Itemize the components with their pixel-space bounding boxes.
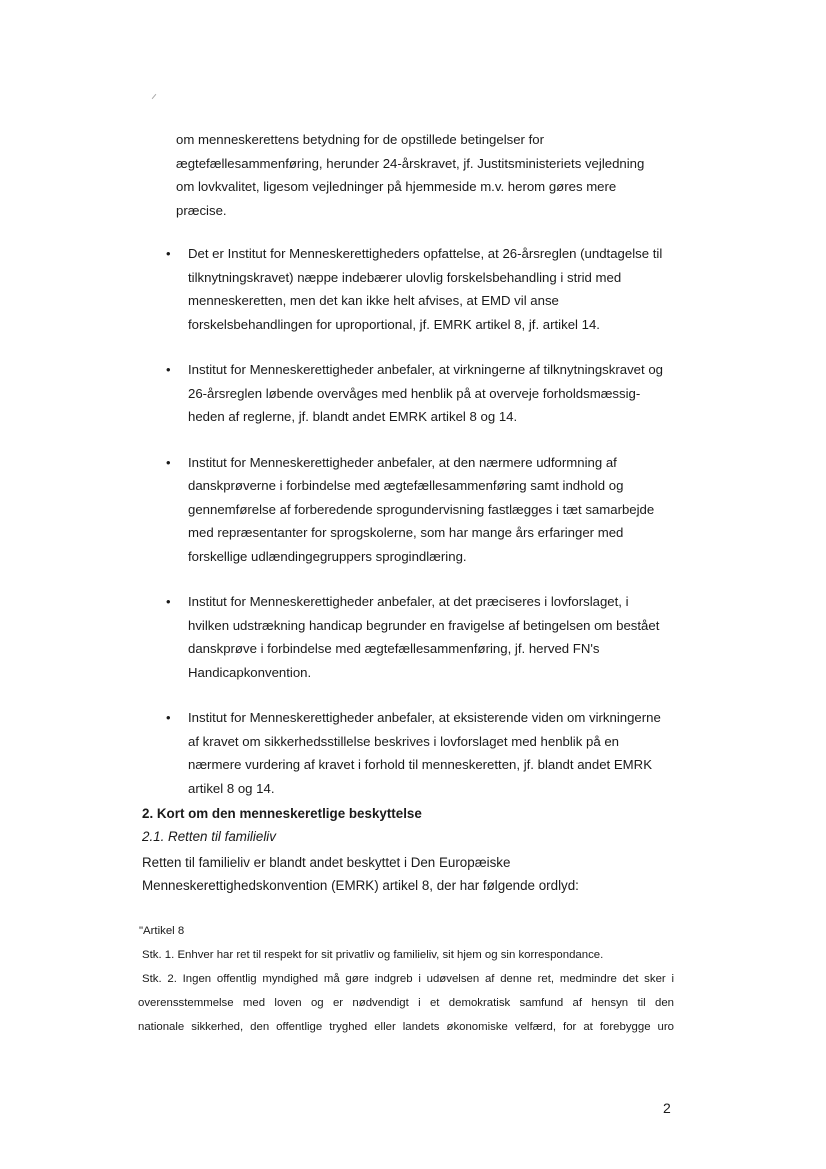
list-item xyxy=(160,242,720,336)
text-line: hvilken udstrækning handicap begrunder en fravigelse af betingelsen om bestået xyxy=(188,617,660,633)
list-item xyxy=(160,706,720,800)
text-line: Handicapkonvention. xyxy=(188,664,312,680)
section-heading: 2. Kort om den menneskeretlige beskyttelse xyxy=(142,806,422,821)
text-line: om menneskerettens betydning for de opstillede betingelser for xyxy=(176,132,545,147)
text-line: danskprøve i forbindelse med ægtefællesammenføring, jf. herved FN's xyxy=(188,641,600,656)
text-line: Det er Institut for Menneskerettigheders opfattelse, at 26-årsreglen (undtagelse til xyxy=(188,246,663,261)
page-number: 2 xyxy=(663,1100,671,1116)
text-line: forskelsbehandlingen for uproportional, jf. EMRK artikel 8, jf. artikel 14. xyxy=(188,316,600,332)
quote-stk2-line: overensstemmelse med loven og er nødvendigt i et demokratisk samfund af hensyn til den xyxy=(138,997,674,1009)
text-line: af kravet om sikkerhedsstillelse beskrives i lovforslaget med henblik på en xyxy=(188,733,619,749)
text-line: danskprøverne i forbindelse med ægtefællesammenføring samt indhold og xyxy=(188,478,624,493)
text-line: om lovkvalitet, ligesom vejledninger på hjemmeside m.v. herom gøres mere xyxy=(176,179,617,194)
recommendations-list xyxy=(160,242,720,822)
subsection-heading: 2.1. Retten til familieliv xyxy=(142,829,276,844)
text-line: gennemførelse af forberedende sprogundervisning fastlægges i tæt samarbejde xyxy=(188,501,655,517)
text-line: Institut for Menneskerettigheder anbefaler, at den nærmere udformning af xyxy=(188,454,617,470)
scan-artifact xyxy=(152,94,157,99)
text-line: nærmere vurdering af kravet i forhold til menneskeretten, jf. blandt andet EMRK xyxy=(188,757,652,772)
list-item xyxy=(160,451,720,569)
quote-stk2-line: Stk. 2. Ingen offentlig myndighed må gøre indgreb i udøvelsen af denne ret, medmindre det sker i xyxy=(142,973,674,985)
quote-title: "Artikel 8 xyxy=(139,925,185,937)
continuation-paragraph xyxy=(176,128,716,222)
text-line: menneskeretten, men det kan ikke helt afvises, at EMD vil anse xyxy=(188,293,559,308)
text-line: Institut for Menneskerettigheder anbefaler, at virkningerne af tilknytningskravet og xyxy=(188,362,664,377)
text-line: artikel 8 og 14. xyxy=(188,780,275,796)
text-line: med repræsentanter for sprogskolerne, som har mange års erfaringer med xyxy=(188,525,624,540)
list-item xyxy=(160,358,720,429)
text-line: præcise. xyxy=(176,202,227,218)
bullet-icon: • xyxy=(166,362,171,377)
bullet-icon: • xyxy=(166,454,171,470)
bullet-icon: • xyxy=(166,594,171,609)
bullet-icon: • xyxy=(166,246,171,261)
text-line: Institut for Menneskerettigheder anbefaler, at det præciseres i lovforslaget, i xyxy=(188,594,629,609)
quote-stk2-line: nationale sikkerhed, den offentlige tryghed eller landets økonomiske velfærd, for at forebygge uro xyxy=(138,1021,674,1033)
text-line: heden af reglerne, jf. blandt andet EMRK artikel 8 og 14. xyxy=(188,409,518,424)
body-paragraph xyxy=(142,851,702,897)
text-line: Retten til familieliv er blandt andet beskyttet i Den Europæiske xyxy=(142,855,511,870)
text-line: forskellige udlændingegruppers sprogindlæring. xyxy=(188,548,467,564)
text-line: tilknytningskravet) næppe indebærer ulovlig forskelsbehandling i strid med xyxy=(188,269,622,285)
text-line: Institut for Menneskerettigheder anbefaler, at eksisterende viden om virkningerne xyxy=(188,710,661,725)
quote-stk1: Stk. 1. Enhver har ret til respekt for sit privatliv og familieliv, sit hjem og sin korrespondance. xyxy=(142,949,604,961)
text-line: 26-årsreglen løbende overvåges med henblik på at overveje forholdsmæssig- xyxy=(188,385,641,401)
text-line: ægtefællesammenføring, herunder 24-årskravet, jf. Justitsministeriets vejledning xyxy=(176,155,645,171)
bullet-icon: • xyxy=(166,710,171,725)
text-line: Menneskerettighedskonvention (EMRK) artikel 8, der har følgende ordlyd: xyxy=(142,878,579,893)
list-item xyxy=(160,590,720,684)
